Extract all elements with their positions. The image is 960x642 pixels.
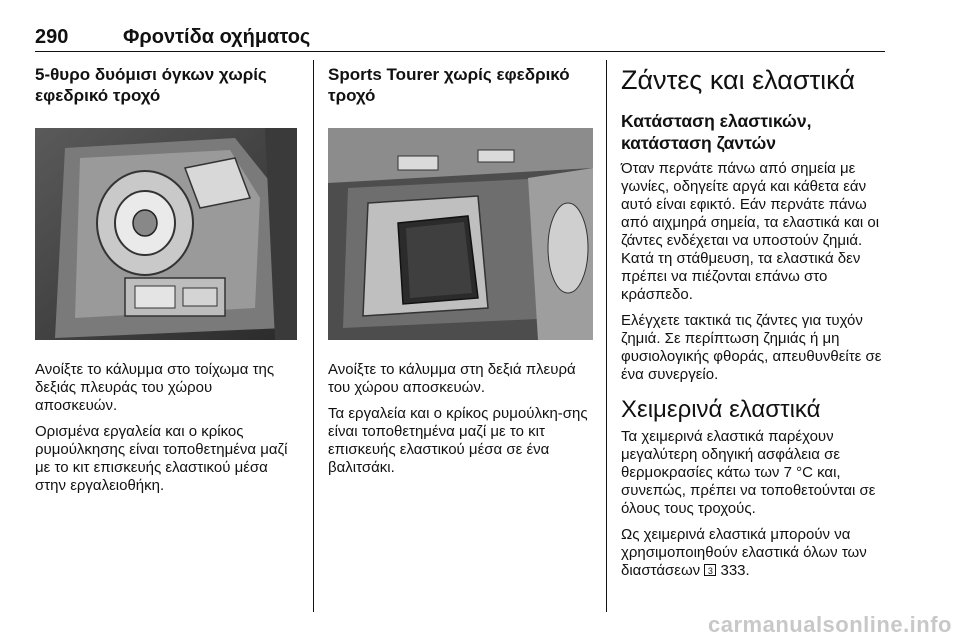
sports-tourer-illustration	[328, 128, 593, 340]
wheels-tyres-heading: Ζάντες και ελαστικά	[621, 65, 855, 95]
sports-tourer-paragraph-2: Τα εργαλεία και ο κρίκος ρυμούλκη-σης είναι τοποθετημένα μαζί με το κιτ επισκευής ελαστικού μέσα σε ένα βαλιτσάκι.	[328, 405, 588, 476]
page-number: 290	[35, 26, 69, 48]
column-divider-1	[313, 60, 314, 612]
hatchback-paragraph-1: Ανοίξτε το κάλυμμα στο τοίχωμα της δεξιάς πλευράς του χώρου αποσκευών.	[35, 361, 275, 414]
column-hatchback	[35, 60, 297, 503]
hatchback-tool-compartment-figure	[35, 128, 297, 340]
page-title: Φροντίδα οχήματος	[123, 26, 311, 48]
sports-tourer-tool-case-figure	[328, 128, 593, 340]
sports-tourer-paragraph-1: Ανοίξτε το κάλυμμα στη δεξιά πλευρά του χώρου αποσκευών.	[328, 361, 576, 396]
winter-tyres-paragraph-2-text: Ως χειμερινά ελαστικά μπορούν να χρησιμοποιηθούν ελαστικά όλων των διαστάσεων	[621, 526, 867, 579]
winter-tyres-paragraph-2	[621, 526, 889, 580]
tyre-condition-paragraph-1: Όταν περνάτε πάνω από σημεία με γωνίες, οδηγείτε αργά και κάθετα εάν αυτό είναι εφικτό. Εάν περνάτε πάνω από αιχμηρά σημεία, τα ελαστικά και οι ζάντες ενδέχεται να υποστούν ζημιά. Κατά τη στάθμευση, τα ελαστικά δεν πρέπει να πιέζονται επάνω στο κράσπεδο.	[621, 160, 880, 303]
winter-tyres-heading: Χειμερινά ελαστικά	[621, 396, 821, 423]
column-sports-tourer	[328, 60, 593, 485]
hatchback-heading: 5-θυρο δυόμισι όγκων χωρίς εφεδρικό τροχό	[35, 65, 267, 105]
page-header	[35, 20, 885, 52]
tyre-condition-paragraph-2: Ελέγχετε τακτικά τις ζάντες για τυχόν ζημιά. Σε περίπτωση ζημιάς ή μη φυσιολογικής φθοράς, απευθυνθείτε σε ένα συνεργείο.	[621, 312, 882, 383]
page-reference-link[interactable]: 333.	[720, 562, 750, 579]
column-wheels-tyres	[621, 60, 889, 588]
page-reference-icon: 3	[704, 564, 716, 576]
sports-tourer-heading: Sports Tourer χωρίς εφεδρικό τροχό	[328, 65, 570, 105]
watermark: carmanualsonline.info	[708, 612, 952, 637]
tyre-condition-heading: Κατάσταση ελαστικών, κατάσταση ζαντών	[621, 111, 812, 153]
winter-tyres-paragraph-1: Τα χειμερινά ελαστικά παρέχουν μεγαλύτερη οδηγική ασφάλεια σε θερμοκρασίες κάτω των 7 °C και, συνεπώς, πρέπει να τοποθετούνται σε όλους τους τροχούς.	[621, 428, 876, 517]
column-divider-2	[606, 60, 607, 612]
hatchback-paragraph-2: Ορισμένα εργαλεία και ο κρίκος ρυμούλκησης είναι τοποθετημένα μαζί με το κιτ επισκευής ελαστικού μέσα στην εργαλειοθήκη.	[35, 423, 288, 494]
hatchback-illustration	[35, 128, 297, 340]
header-rule	[35, 51, 885, 52]
